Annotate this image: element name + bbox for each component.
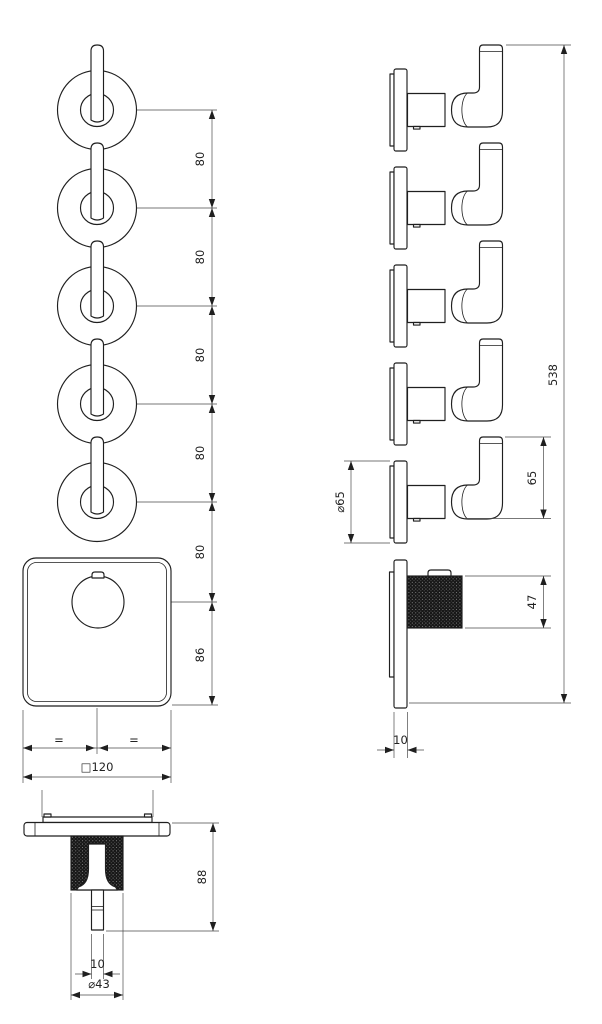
escutcheon-diameter-dimension: [333, 461, 390, 543]
thermo-knob-height-dimension: [465, 576, 551, 628]
handle-side-2: [390, 143, 503, 249]
dim-label-80-1: 80: [193, 151, 207, 167]
knob-front-1: [58, 45, 218, 150]
dim-label-538: 538: [546, 364, 560, 386]
dim-label-80-2: 80: [193, 249, 207, 265]
thermostat-dial: [72, 576, 124, 628]
handle-side-4: [390, 339, 503, 445]
stem-width-dimension: [75, 934, 120, 979]
handle-side-3: [390, 241, 503, 347]
front-chain-dimension: [172, 110, 218, 705]
dim-label-65: 65: [525, 470, 539, 486]
dim-label-47: 47: [525, 594, 539, 610]
section-view: [24, 790, 219, 1000]
dim-label-120: □120: [80, 760, 114, 774]
dim-label-43: ⌀43: [88, 977, 110, 991]
dim-label-10-side: 10: [393, 733, 408, 747]
dim-label-86: 86: [193, 647, 207, 663]
handle-side-5: [390, 437, 503, 543]
equal-label-right: =: [129, 733, 139, 747]
handle-side-1: [390, 45, 503, 151]
square-plate-front: [23, 558, 217, 706]
dial-index-tab: [92, 572, 104, 578]
dim-label-80-5: 80: [193, 544, 207, 560]
dim-label-80-4: 80: [193, 445, 207, 461]
equal-label-left: =: [54, 733, 64, 747]
dim-label-65-dia: ⌀65: [333, 491, 347, 513]
side-view: [333, 45, 571, 758]
front-view: [23, 45, 218, 783]
plate-width-dimension: [23, 760, 171, 780]
plate-edge-section: [24, 814, 170, 836]
plate-thickness-dimension: [377, 712, 424, 758]
thermo-knob-section: [71, 836, 123, 930]
dim-label-10-section: 10: [90, 957, 105, 971]
dim-label-88: 88: [195, 869, 209, 885]
dim-label-80-3: 80: [193, 347, 207, 363]
thermo-knob-side: [390, 560, 463, 708]
